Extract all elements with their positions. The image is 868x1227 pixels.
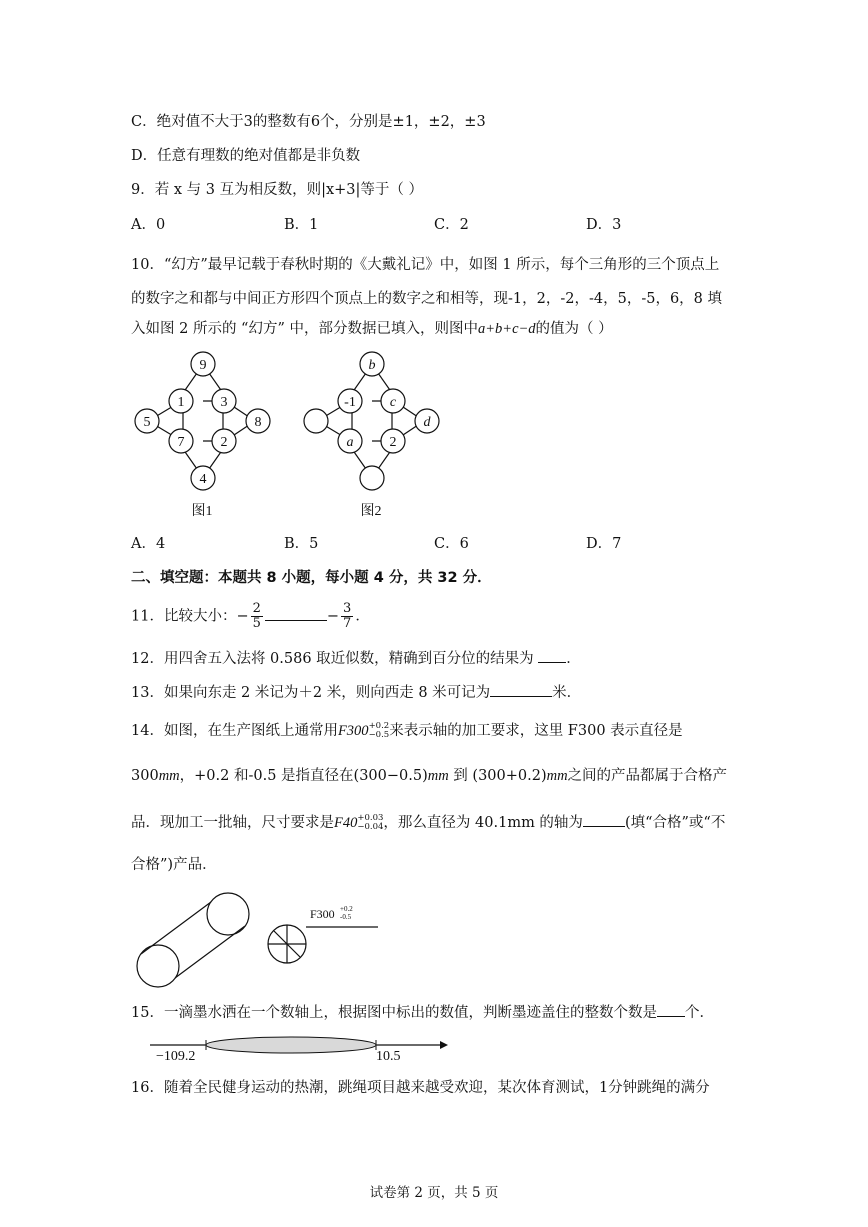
question-10-line3: 入如图 2 所示的 “幻方” 中，部分数据已填入，则图中a+b+c−d的值为（ ） (131, 321, 613, 337)
q14-blank[interactable] (583, 812, 625, 827)
q9-option-c: C．2 (434, 217, 469, 233)
q11-fraction-1: $\frac{2}{5}$ (252, 601, 261, 631)
question-16: 16．随着全民健身运动的热潮，跳绳项目越来越受欢迎，某次体育测试，1分钟跳绳的满分 (131, 1080, 710, 1096)
fig1-tl: 1 (177, 395, 185, 410)
question-14-line3: 品．现加工一批轴，尺寸要求是F40 +0.03 −0.04 ，那么直径为 40.1mm 的轴为 (填“合格”或“不 (131, 813, 726, 832)
q9-option-b: B．1 (284, 217, 319, 233)
option-c-line: C．绝对值不大于3的整数有6个，分别是±1，±2，±3 (131, 114, 486, 130)
q9-option-d: D．3 (586, 217, 622, 233)
shaft-label-base: F300 (310, 907, 335, 921)
question-14-line2: 300mm，+0.2 和-0.5 是指直径在(300−0.5)mm 到 (300+0.2)mm之间的产品都属于合格产 (131, 768, 728, 784)
fig2-br: 2 (389, 435, 397, 450)
option-d-line: D．任意有理数的绝对值都是非负数 (131, 148, 361, 164)
numberline-left-label: −109.2 (156, 1049, 196, 1064)
fig2-caption: 图2 (360, 504, 382, 519)
q12-blank[interactable] (538, 648, 566, 663)
fig1-br: 2 (220, 435, 228, 450)
q11-blank[interactable] (265, 606, 327, 621)
q13-blank[interactable] (490, 682, 552, 697)
q9-option-a: A．0 (131, 217, 166, 233)
q10-option-c: C．6 (434, 536, 469, 552)
fig1-top: 9 (199, 358, 207, 373)
q10-option-d: D．7 (586, 536, 622, 552)
q11-fraction-2: $\frac{3}{7}$ (343, 601, 352, 631)
numberline-right-label: 10.5 (376, 1049, 401, 1064)
fig1-bottom: 4 (199, 472, 207, 487)
question-10-line1: 10．“幻方”最早记载于春秋时期的《大戴礼记》中，如图 1 所示，每个三角形的三个顶点上 (131, 257, 720, 273)
page-footer: 试卷第 2 页，共 5 页 (369, 1185, 499, 1201)
fig1-right: 8 (254, 415, 262, 430)
fig1-left: 5 (143, 415, 151, 430)
shaft-label-lower: -0.5 (340, 913, 352, 921)
q10-option-a: A．4 (131, 536, 166, 552)
question-14-line1: 14．如图，在生产图纸上通常用F300 +0.2 −0.5 来表示轴的加工要求，这里 F300 表示直径是 (131, 721, 683, 740)
fig2-bl: a (346, 435, 354, 450)
shaft-figure (130, 890, 390, 990)
question-9: 9．若 x 与 3 互为相反数，则|x+3|等于（ ） (131, 182, 423, 198)
q15-blank[interactable] (657, 1002, 685, 1017)
question-15: 15．一滴墨水洒在一个数轴上，根据图中标出的数值，判断墨迹盖住的整数个数是 个． (131, 1002, 714, 1023)
fig2-tl: -1 (344, 395, 356, 410)
fig1-tr: 3 (220, 395, 228, 410)
question-11: 11．比较大小：− $\frac{2}{5}$ − $\frac{3}{7}$ ． (131, 601, 370, 631)
magic-square-figures (125, 345, 455, 525)
number-line (140, 1028, 450, 1064)
q10-option-b: B．5 (284, 536, 319, 552)
fig2-tr: c (389, 395, 397, 410)
fig1-bl: 7 (177, 435, 185, 450)
fig2-right: d (423, 415, 431, 430)
question-14-line4: 合格”)产品． (131, 857, 217, 873)
fig1-caption: 图1 (191, 504, 213, 519)
question-13: 13．如果向东走 2 米记为＋2 米，则向西走 8 米可记为 米． (131, 682, 581, 703)
question-12: 12．用四舍五入法将 0.586 取近似数，精确到百分位的结果为 ． (131, 648, 581, 669)
question-10-line2: 的数字之和都与中间正方形四个顶点上的数字之和相等，现-1，2，-2，-4，5，-5，6，8 填 (131, 291, 723, 307)
shaft-label-upper: +0.2 (340, 905, 353, 913)
fig2-top: b (368, 358, 376, 373)
section-2-heading: 二、填空题：本题共 8 小题，每小题 4 分，共 32 分． (131, 570, 492, 586)
